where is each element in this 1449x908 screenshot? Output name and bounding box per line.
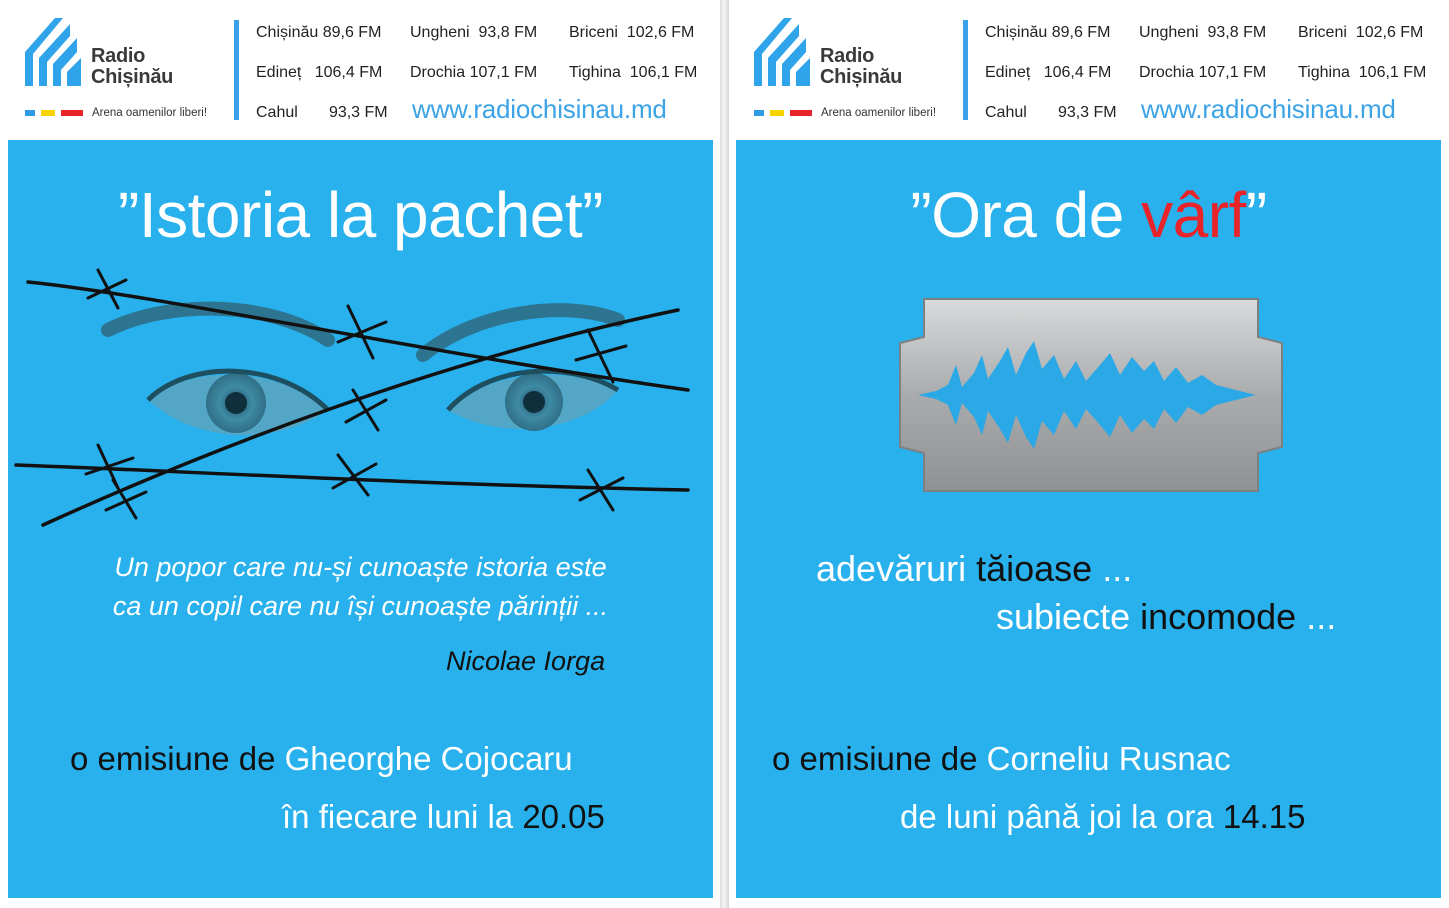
frequency-item: Chișinău 89,6 FM <box>256 24 382 41</box>
eyes-barbed-wire-image <box>8 260 713 540</box>
frequency-item: Briceni 102,6 FM <box>1298 24 1424 41</box>
frequency-item: Ungheni 93,8 FM <box>1139 24 1267 41</box>
frequency-item: Cahul 93,3 FM <box>256 104 388 121</box>
schedule-line: de luni până joi la ora 14.15 <box>900 798 1306 835</box>
page-header <box>729 0 1449 132</box>
frequency-item: Drochia 107,1 FM <box>410 64 538 81</box>
radio-logo-icon <box>754 18 812 86</box>
slogan: Arena oamenilor liberi! <box>821 107 937 119</box>
frequency-item: Edineț 106,4 FM <box>985 64 1112 81</box>
frequency-item: Ungheni 93,8 FM <box>410 24 538 41</box>
logo-text <box>820 46 902 88</box>
host-line: o emisiune de Corneliu Rusnac <box>772 740 1231 777</box>
left-page <box>0 0 720 908</box>
page-spine <box>720 0 729 908</box>
right-page <box>729 0 1449 908</box>
radio-logo-icon <box>25 18 83 86</box>
flag-colors <box>25 110 83 116</box>
page-header <box>0 0 720 132</box>
website-link[interactable]: www.radiochisinau.md <box>412 94 667 124</box>
frequency-item: Drochia 107,1 FM <box>1139 64 1267 81</box>
quote-author: Nicolae Iorga <box>446 646 606 676</box>
frequency-item: Tighina 106,1 FM <box>569 64 698 81</box>
website-link[interactable]: www.radiochisinau.md <box>1141 94 1396 124</box>
show-title: ”Istoria la pachet” <box>118 179 603 251</box>
logo-text <box>91 46 173 88</box>
razor-blade-soundwave-image <box>896 295 1286 495</box>
frequency-item: Briceni 102,6 FM <box>569 24 695 41</box>
tagline-1: adevăruri tăioase ... <box>816 548 1133 589</box>
quote-line1: Un popor care nu-și cunoaște istoria este <box>114 552 607 582</box>
logo-line2: Chișinău <box>820 66 903 88</box>
tagline-2: subiecte incomode ... <box>996 596 1337 637</box>
frequency-item: Edineț 106,4 FM <box>256 64 383 81</box>
logo-line2: Chișinău <box>91 66 174 88</box>
ad-panel-ora-de-varf <box>736 140 1441 898</box>
slogan: Arena oamenilor liberi! <box>92 107 208 119</box>
frequency-item: Tighina 106,1 FM <box>1298 64 1427 81</box>
frequency-item: Chișinău 89,6 FM <box>985 24 1111 41</box>
logo-line1: Radio <box>820 45 875 67</box>
ad-panel-istoria <box>8 140 713 898</box>
host-line: o emisiune de Gheorghe Cojocaru <box>70 740 573 777</box>
flag-colors <box>754 110 812 116</box>
logo-line1: Radio <box>91 45 146 67</box>
quote-line2: ca un copil care nu își cunoaște părinții ... <box>112 591 609 621</box>
show-title: ”Ora de vârf” <box>910 179 1267 251</box>
schedule-line: în fiecare luni la 20.05 <box>282 798 605 835</box>
header-divider <box>234 20 239 120</box>
frequency-item: Cahul 93,3 FM <box>985 104 1117 121</box>
header-divider <box>963 20 968 120</box>
